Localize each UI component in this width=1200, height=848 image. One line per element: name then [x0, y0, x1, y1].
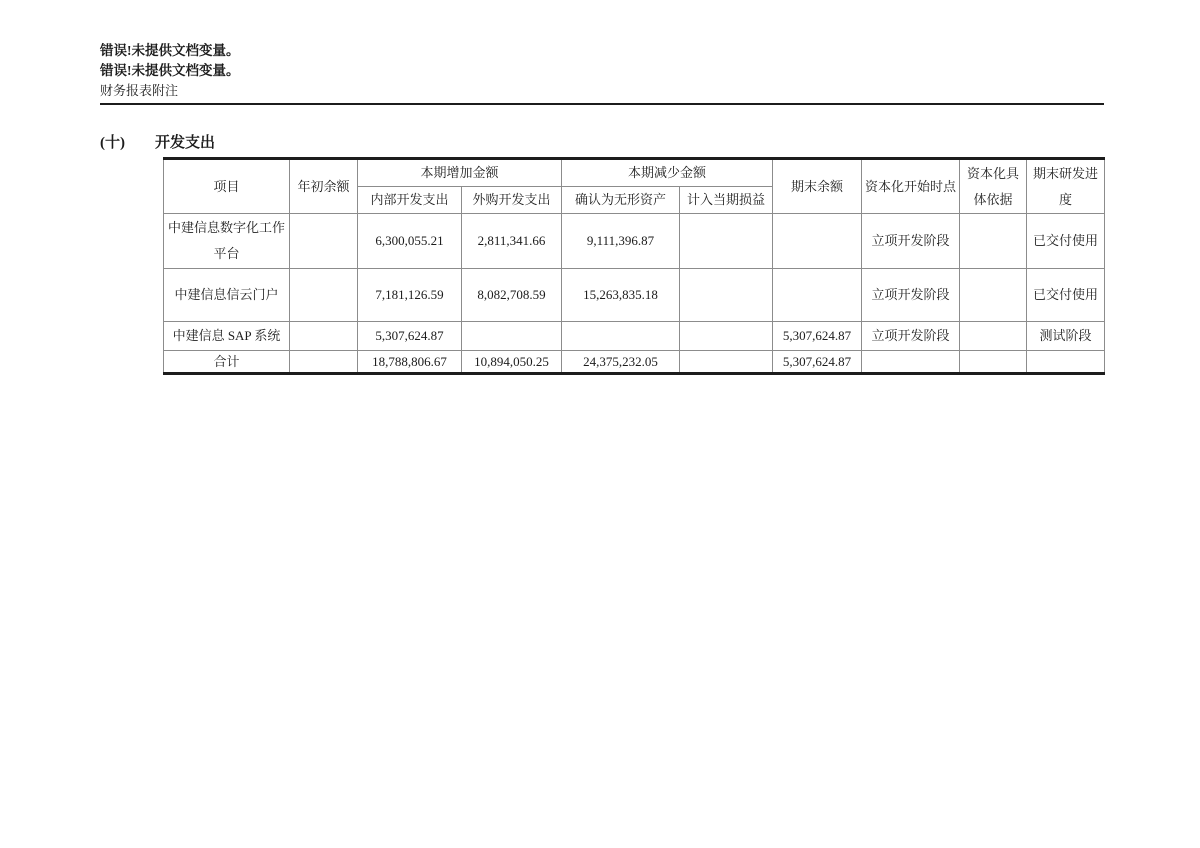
cell-purchased-dev — [462, 322, 562, 351]
cell-rd-progress: 测试阶段 — [1027, 322, 1105, 351]
table-row — [164, 322, 1105, 351]
header-capitalization-basis: 资本化具体依据 — [960, 159, 1027, 214]
cell-beginning-balance — [290, 351, 358, 374]
cell-beginning-balance — [290, 269, 358, 322]
cell-rd-progress: 已交付使用 — [1027, 214, 1105, 269]
header-included-pl: 计入当期损益 — [680, 187, 773, 214]
table-header-row-1 — [164, 159, 1105, 187]
section-heading — [100, 131, 215, 152]
cell-project: 中建信息数字化工作平台 — [164, 214, 290, 269]
table-row — [164, 214, 1105, 269]
section-number: (十) — [100, 135, 125, 151]
header-project: 项目 — [164, 159, 290, 214]
cell-rd-progress: 已交付使用 — [1027, 269, 1105, 322]
header-increase-group: 本期增加金额 — [358, 159, 562, 187]
cell-project: 中建信息 SAP 系统 — [164, 322, 290, 351]
cell-purchased-dev: 2,811,341.66 — [462, 214, 562, 269]
cell-capitalization-start — [862, 351, 960, 374]
cell-capitalization-start: 立项开发阶段 — [862, 214, 960, 269]
header-decrease-group: 本期减少金额 — [562, 159, 773, 187]
cell-project-total: 合计 — [164, 351, 290, 374]
cell-ending-balance — [773, 214, 862, 269]
table-total-row — [164, 351, 1105, 374]
header-internal-dev: 内部开发支出 — [358, 187, 462, 214]
cell-rd-progress — [1027, 351, 1105, 374]
table-row — [164, 269, 1105, 322]
header-purchased-dev: 外购开发支出 — [462, 187, 562, 214]
cell-ending-balance — [773, 269, 862, 322]
cell-beginning-balance — [290, 322, 358, 351]
cell-internal-dev: 5,307,624.87 — [358, 322, 462, 351]
header-ending-balance: 期末余额 — [773, 159, 862, 214]
header-rule — [100, 103, 1104, 105]
cell-capitalization-basis — [960, 214, 1027, 269]
cell-capitalization-basis — [960, 322, 1027, 351]
document-header — [100, 41, 1104, 105]
cell-included-pl — [680, 269, 773, 322]
header-notes-label: 财务报表附注 — [100, 83, 179, 98]
cell-recognized-intangible: 15,263,835.18 — [562, 269, 680, 322]
cell-ending-balance: 5,307,624.87 — [773, 351, 862, 374]
header-error-line-1: 错误!未提供文档变量。 — [100, 43, 240, 58]
cell-purchased-dev: 8,082,708.59 — [462, 269, 562, 322]
cell-internal-dev: 6,300,055.21 — [358, 214, 462, 269]
cell-included-pl — [680, 214, 773, 269]
header-recognized-intangible: 确认为无形资产 — [562, 187, 680, 214]
cell-capitalization-start: 立项开发阶段 — [862, 269, 960, 322]
cell-recognized-intangible: 24,375,232.05 — [562, 351, 680, 374]
section-title: 开发支出 — [155, 135, 216, 151]
cell-ending-balance: 5,307,624.87 — [773, 322, 862, 351]
cell-internal-dev: 18,788,806.67 — [358, 351, 462, 374]
cell-recognized-intangible: 9,111,396.87 — [562, 214, 680, 269]
cell-purchased-dev: 10,894,050.25 — [462, 351, 562, 374]
cell-beginning-balance — [290, 214, 358, 269]
cell-internal-dev: 7,181,126.59 — [358, 269, 462, 322]
cell-capitalization-basis — [960, 351, 1027, 374]
cell-included-pl — [680, 351, 773, 374]
cell-capitalization-basis — [960, 269, 1027, 322]
development-expenditure-table — [163, 157, 1105, 375]
cell-capitalization-start: 立项开发阶段 — [862, 322, 960, 351]
header-rd-progress: 期末研发进度 — [1027, 159, 1105, 214]
header-error-line-2: 错误!未提供文档变量。 — [100, 63, 240, 78]
header-beginning-balance: 年初余额 — [290, 159, 358, 214]
cell-recognized-intangible — [562, 322, 680, 351]
header-capitalization-start: 资本化开始时点 — [862, 159, 960, 214]
cell-project: 中建信息信云门户 — [164, 269, 290, 322]
cell-included-pl — [680, 322, 773, 351]
